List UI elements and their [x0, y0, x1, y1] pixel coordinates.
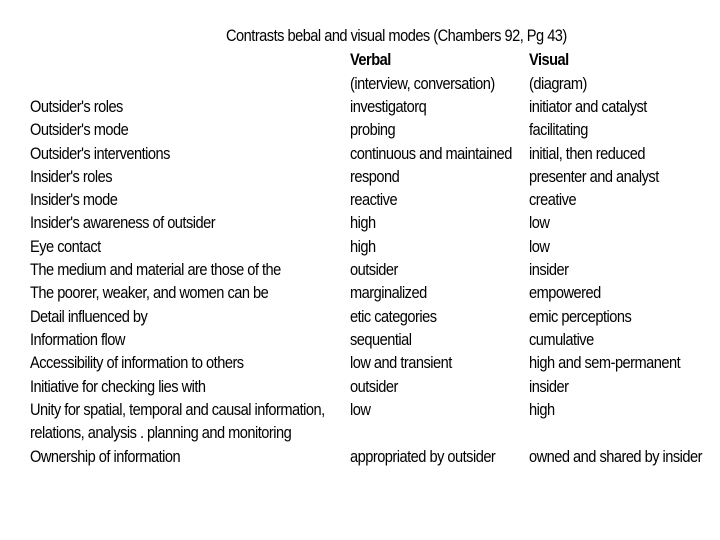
verbal-header: Verbal	[350, 50, 391, 69]
row-visual: initial, then reduced	[529, 144, 645, 163]
row-label: Accessibility of information to others	[30, 353, 244, 372]
row-visual: low	[529, 237, 550, 256]
row-visual: initiator and catalyst	[529, 97, 647, 116]
row-verbal: outsider	[350, 260, 398, 279]
row-label: Insider's mode	[30, 190, 118, 209]
row-label: Information flow	[30, 330, 125, 349]
row-verbal: investigatorq	[350, 97, 427, 116]
row-visual: low	[529, 213, 550, 232]
row-label: Eye contact	[30, 237, 101, 256]
row-label: Insider's roles	[30, 167, 112, 186]
row-visual: owned and shared by insider	[529, 447, 703, 466]
row-verbal: etic categories	[350, 307, 437, 326]
row-visual: insider	[529, 377, 569, 396]
row-verbal: high	[350, 237, 376, 256]
row-label: relations, analysis . planning and monitoring	[30, 423, 292, 442]
visual-header: Visual	[529, 50, 569, 69]
row-visual: insider	[529, 260, 569, 279]
row-verbal: respond	[350, 167, 400, 186]
row-visual: empowered	[529, 283, 601, 302]
row-visual: high	[529, 400, 555, 419]
row-verbal: probing	[350, 120, 396, 139]
slide-title: Contrasts bebal and visual modes (Chambers 92, Pg 43)	[226, 26, 567, 45]
row-visual: presenter and analyst	[529, 167, 659, 186]
row-label: Insider's awareness of outsider	[30, 213, 216, 232]
row-verbal: marginalized	[350, 283, 427, 302]
row-visual: cumulative	[529, 330, 594, 349]
row-visual: creative	[529, 190, 577, 209]
row-label: Initiative for checking lies with	[30, 377, 206, 396]
row-verbal: outsider	[350, 377, 398, 396]
visual-subheader: (diagram)	[529, 74, 587, 93]
row-verbal: low	[350, 400, 371, 419]
row-label: Ownership of information	[30, 447, 181, 466]
row-label: The poorer, weaker, and women can be	[30, 283, 269, 302]
row-label: The medium and material are those of the	[30, 260, 281, 279]
verbal-subheader: (interview, conversation)	[350, 74, 495, 93]
row-visual: facilitating	[529, 120, 588, 139]
row-label: Detail influenced by	[30, 307, 148, 326]
row-verbal: low and transient	[350, 353, 452, 372]
row-label: Outsider's mode	[30, 120, 129, 139]
row-label: Outsider's interventions	[30, 144, 170, 163]
row-verbal: appropriated by outsider	[350, 447, 496, 466]
row-verbal: sequential	[350, 330, 412, 349]
row-verbal: continuous and maintained	[350, 144, 512, 163]
row-verbal: high	[350, 213, 376, 232]
row-verbal: reactive	[350, 190, 398, 209]
row-visual: high and sem-permanent	[529, 353, 681, 372]
row-visual: emic perceptions	[529, 307, 632, 326]
row-label: Outsider's roles	[30, 97, 123, 116]
row-label: Unity for spatial, temporal and causal information,	[30, 400, 325, 419]
